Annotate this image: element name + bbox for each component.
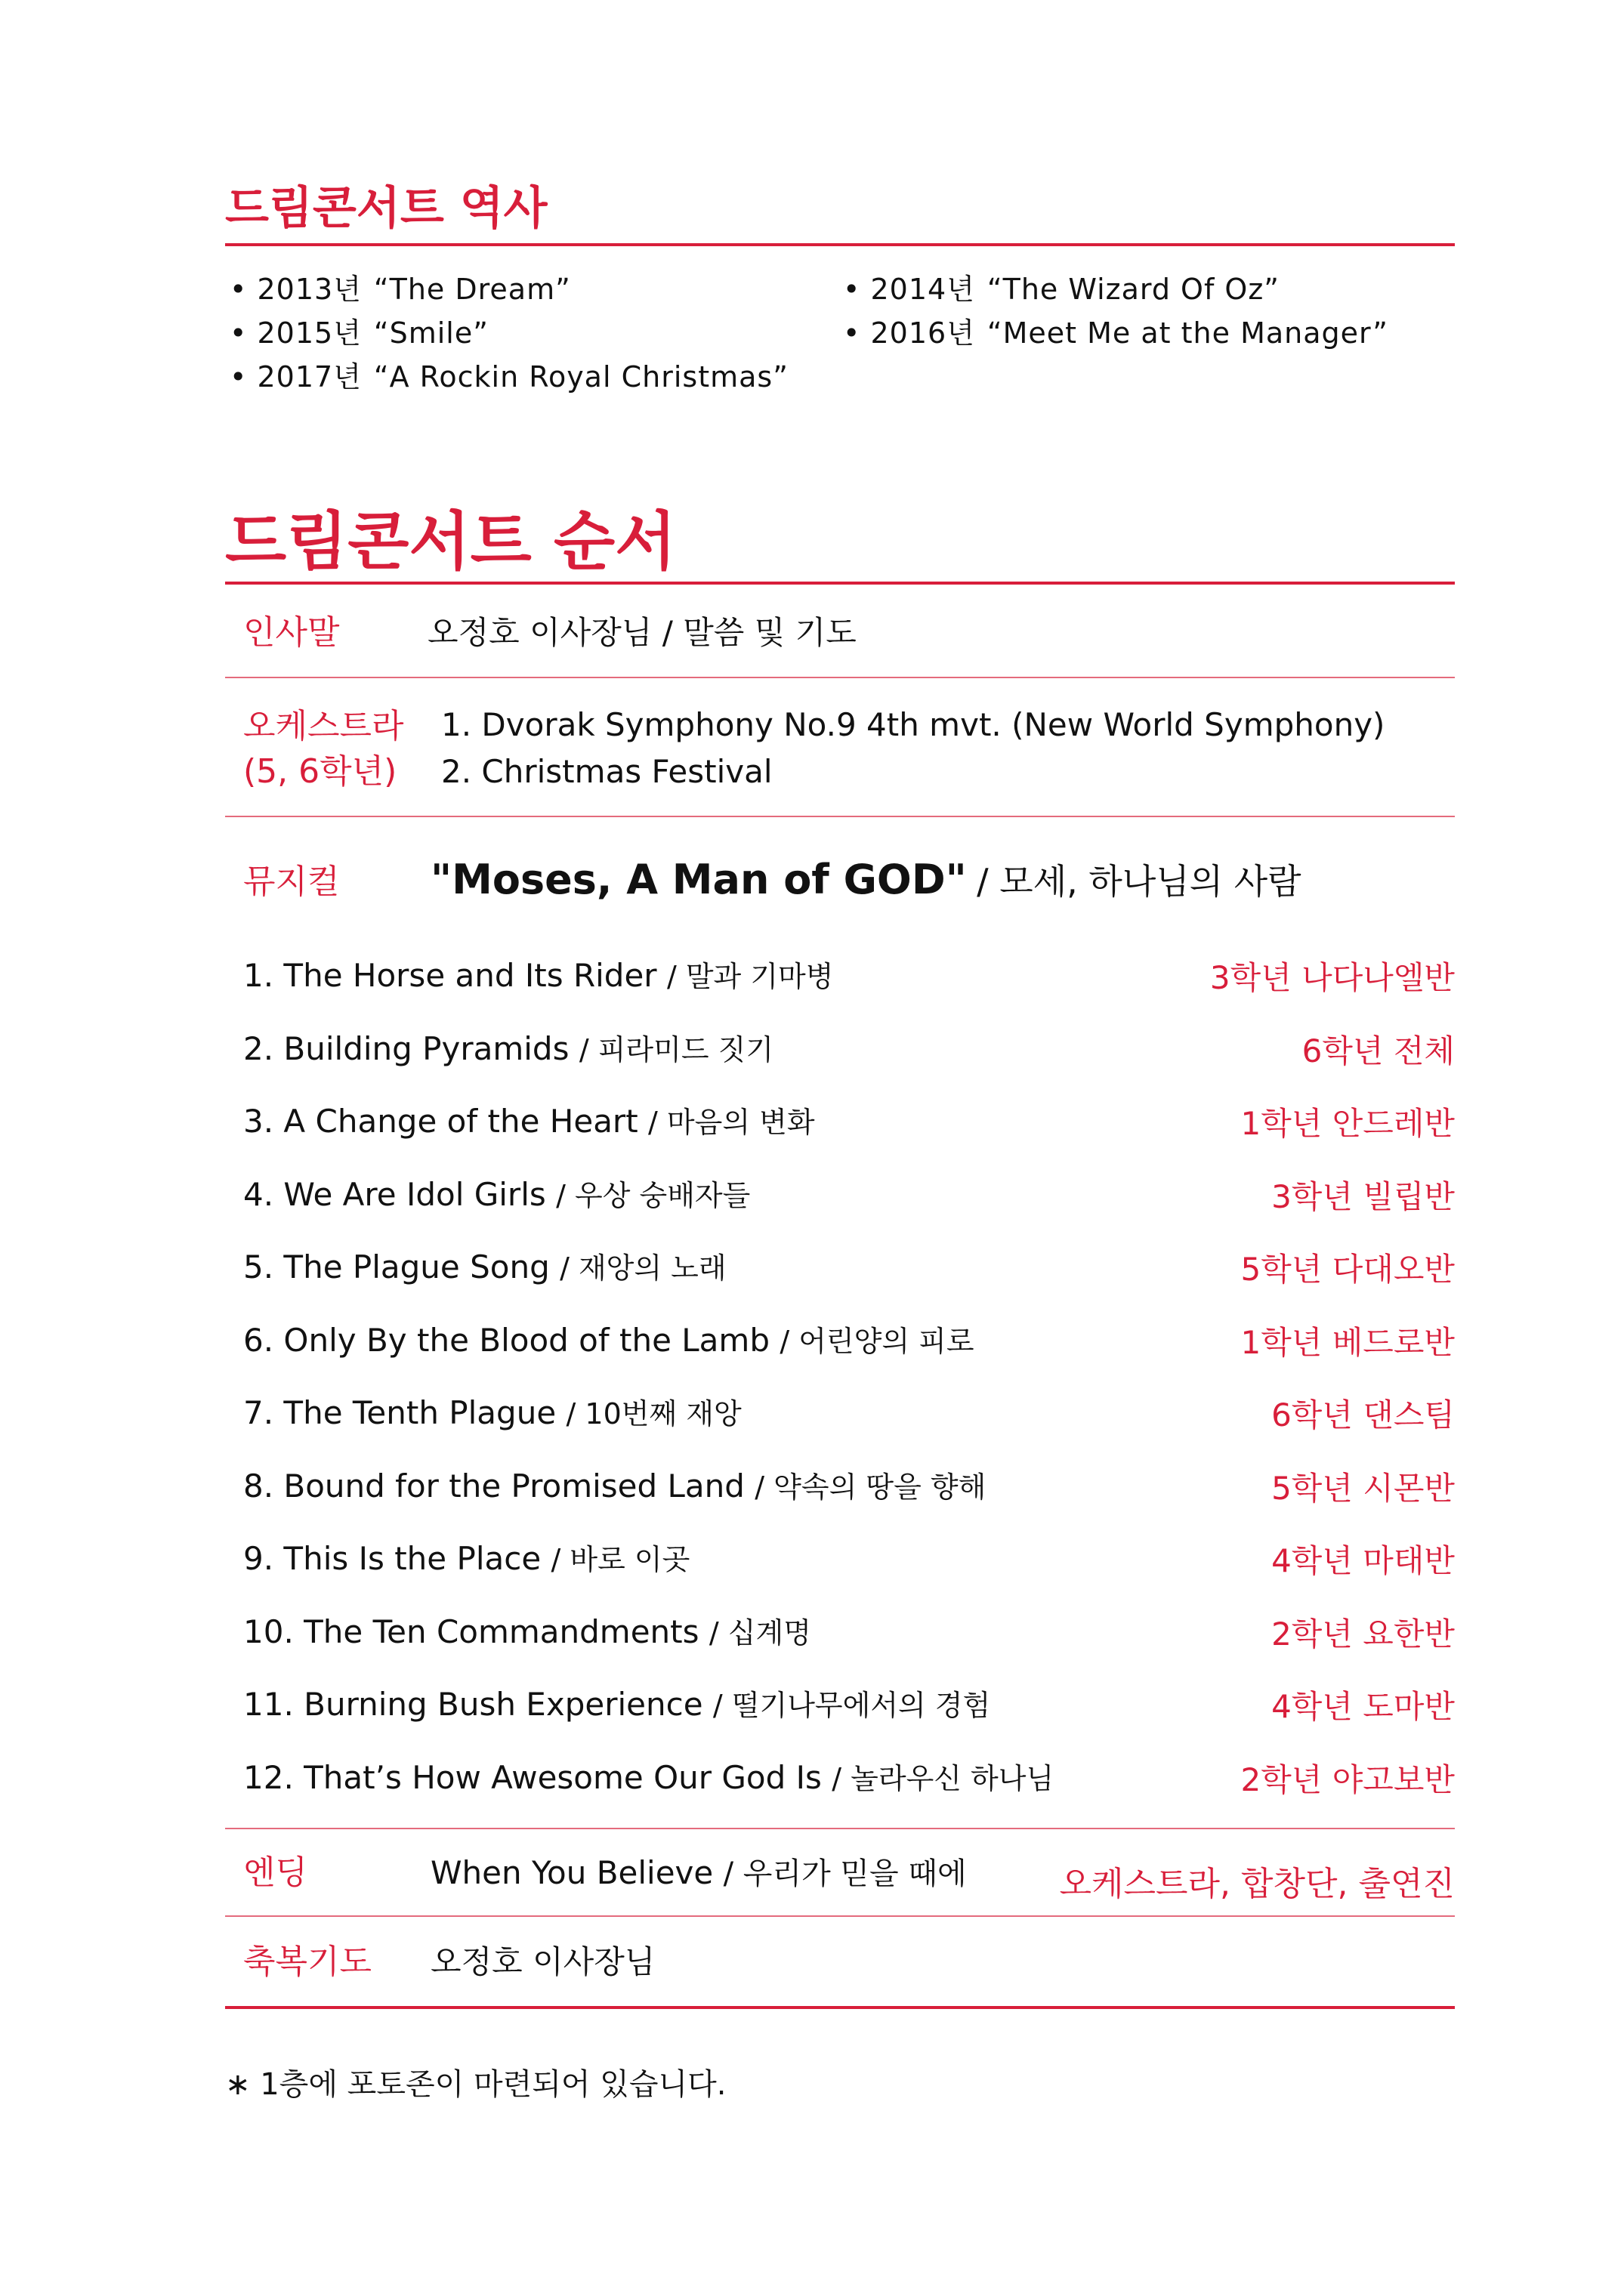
orchestra-piece-2: 2. Christmas Festival <box>441 753 773 790</box>
song-performer-class: 5학년 시몬반 <box>1271 1470 1455 1507</box>
blessing-text: 오정호 이사장님 <box>431 1943 656 1980</box>
song-row <box>243 1755 1054 1797</box>
photo-zone-note: ∗ 1층에 포토존이 마련되어 있습니다. <box>225 2067 727 2102</box>
orchestra-label-line1: 오케스트라 <box>243 707 404 745</box>
song-title-en: 7. The Tenth Plague <box>243 1394 557 1431</box>
song-performer-class: 6학년 댄스팀 <box>1271 1396 1455 1434</box>
musical-subtitle: / 모세, 하나님의 사람 <box>977 861 1301 902</box>
song-row <box>243 1172 750 1214</box>
song-title-en: 10. The Ten Commandments <box>243 1613 699 1650</box>
song-title-ko: / 피라미드 짓기 <box>579 1033 774 1066</box>
song-title-en: 5. The Plague Song <box>243 1248 550 1285</box>
song-row <box>243 1026 773 1068</box>
musical-label: 뮤지컬 <box>243 863 340 901</box>
orchestra-piece-1: 1. Dvorak Symphony No.9 4th mvt. (New World Symphony) <box>441 706 1385 743</box>
history-year: 2015년 <box>257 316 362 350</box>
history-divider <box>225 243 1455 246</box>
history-year: 2013년 <box>257 273 362 306</box>
song-row <box>243 1609 811 1651</box>
ending-divider <box>225 1915 1455 1917</box>
song-row <box>243 1318 974 1359</box>
greeting-text: 오정호 이사장님 / 말씀 및 기도 <box>428 614 857 651</box>
song-performer-class: 5학년 다대오반 <box>1240 1251 1455 1288</box>
song-row <box>243 1536 690 1578</box>
musical-heading <box>431 853 1301 909</box>
song-title-ko: / 10번째 재앙 <box>566 1397 742 1430</box>
history-name: “A Rockin Royal Christmas” <box>373 360 789 393</box>
song-title-ko: / 어린양의 피로 <box>780 1325 974 1358</box>
history-name: “The Wizard Of Oz” <box>986 273 1280 306</box>
song-title-ko: / 놀라우신 하나님 <box>832 1762 1054 1795</box>
history-name: “The Dream” <box>373 273 571 306</box>
history-name: “Smile” <box>373 316 489 350</box>
song-title-ko: / 떨기나무에서의 경험 <box>712 1689 991 1722</box>
song-row <box>243 1245 727 1286</box>
history-title: 드림콘서트 역사 <box>225 182 548 235</box>
song-title-ko: / 바로 이곳 <box>551 1543 690 1576</box>
song-row <box>243 1682 990 1724</box>
song-performer-class: 3학년 빌립반 <box>1271 1178 1455 1215</box>
song-title-en: 6. Only By the Blood of the Lamb <box>243 1322 770 1359</box>
song-performer-class: 1학년 안드레반 <box>1240 1105 1455 1142</box>
history-year: 2017년 <box>257 360 362 393</box>
song-title-ko: / 십계명 <box>709 1616 811 1650</box>
musical-title: "Moses, A Man of GOD" <box>431 856 967 903</box>
musical-divider <box>225 1828 1455 1829</box>
song-row <box>243 1390 742 1432</box>
history-item-2013: • 2013년 “The Dream” <box>230 273 571 306</box>
blessing-label: 축복기도 <box>243 1943 372 1981</box>
song-title-en: 11. Burning Bush Experience <box>243 1686 703 1723</box>
song-row <box>243 953 833 995</box>
ending-performers: 오케스트라, 합창단, 출연진 <box>1059 1865 1455 1903</box>
song-performer-class: 2학년 요한반 <box>1271 1616 1455 1653</box>
song-performer-class: 4학년 도마반 <box>1271 1688 1455 1725</box>
song-performer-class: 6학년 전체 <box>1301 1032 1455 1069</box>
song-title-en: 4. We Are Idol Girls <box>243 1176 546 1213</box>
song-title-en: 1. The Horse and Its Rider <box>243 957 657 994</box>
ending-text <box>431 1850 967 1896</box>
history-name: “Meet Me at the Manager” <box>986 316 1388 350</box>
history-year: 2016년 <box>870 316 975 350</box>
orchestra-label-line2: (5, 6학년) <box>243 752 397 791</box>
song-title-ko: / 약속의 땅을 향해 <box>755 1471 986 1504</box>
ending-song-ko: / 우리가 믿을 때에 <box>723 1856 967 1891</box>
program-top-divider <box>225 582 1455 585</box>
song-title-ko: / 마음의 변화 <box>648 1106 815 1139</box>
greeting-divider <box>225 677 1455 678</box>
song-title-en: 12. That’s How Awesome Our God Is <box>243 1759 822 1796</box>
ending-song-en: When You Believe <box>431 1854 714 1891</box>
ending-label: 엔딩 <box>243 1853 308 1892</box>
song-title-ko: / 재앙의 노래 <box>560 1251 727 1285</box>
history-year: 2014년 <box>870 273 975 306</box>
program-bottom-divider <box>225 2006 1455 2009</box>
history-item-2017: • 2017년 “A Rockin Royal Christmas” <box>230 360 789 393</box>
history-item-2015: • 2015년 “Smile” <box>230 316 489 350</box>
greeting-label: 인사말 <box>243 613 340 652</box>
song-performer-class: 4학년 마태반 <box>1271 1542 1455 1579</box>
song-performer-class: 2학년 야고보반 <box>1240 1761 1455 1798</box>
song-row <box>243 1099 815 1140</box>
song-title-ko: / 우상 숭배자들 <box>556 1179 751 1212</box>
song-title-en: 8. Bound for the Promised Land <box>243 1467 745 1504</box>
program-title: 드림콘서트 순서 <box>225 505 677 579</box>
song-title-ko: / 말과 기마병 <box>666 960 834 993</box>
orchestra-divider <box>225 816 1455 817</box>
song-title-en: 3. A Change of the Heart <box>243 1103 638 1140</box>
song-title-en: 2. Building Pyramids <box>243 1030 570 1067</box>
history-item-2014: • 2014년 “The Wizard Of Oz” <box>843 273 1280 306</box>
song-title-en: 9. This Is the Place <box>243 1540 542 1577</box>
song-performer-class: 1학년 베드로반 <box>1240 1324 1455 1361</box>
song-row <box>243 1464 986 1505</box>
song-performer-class: 3학년 나다나엘반 <box>1209 959 1455 996</box>
history-item-2016: • 2016년 “Meet Me at the Manager” <box>843 316 1388 350</box>
